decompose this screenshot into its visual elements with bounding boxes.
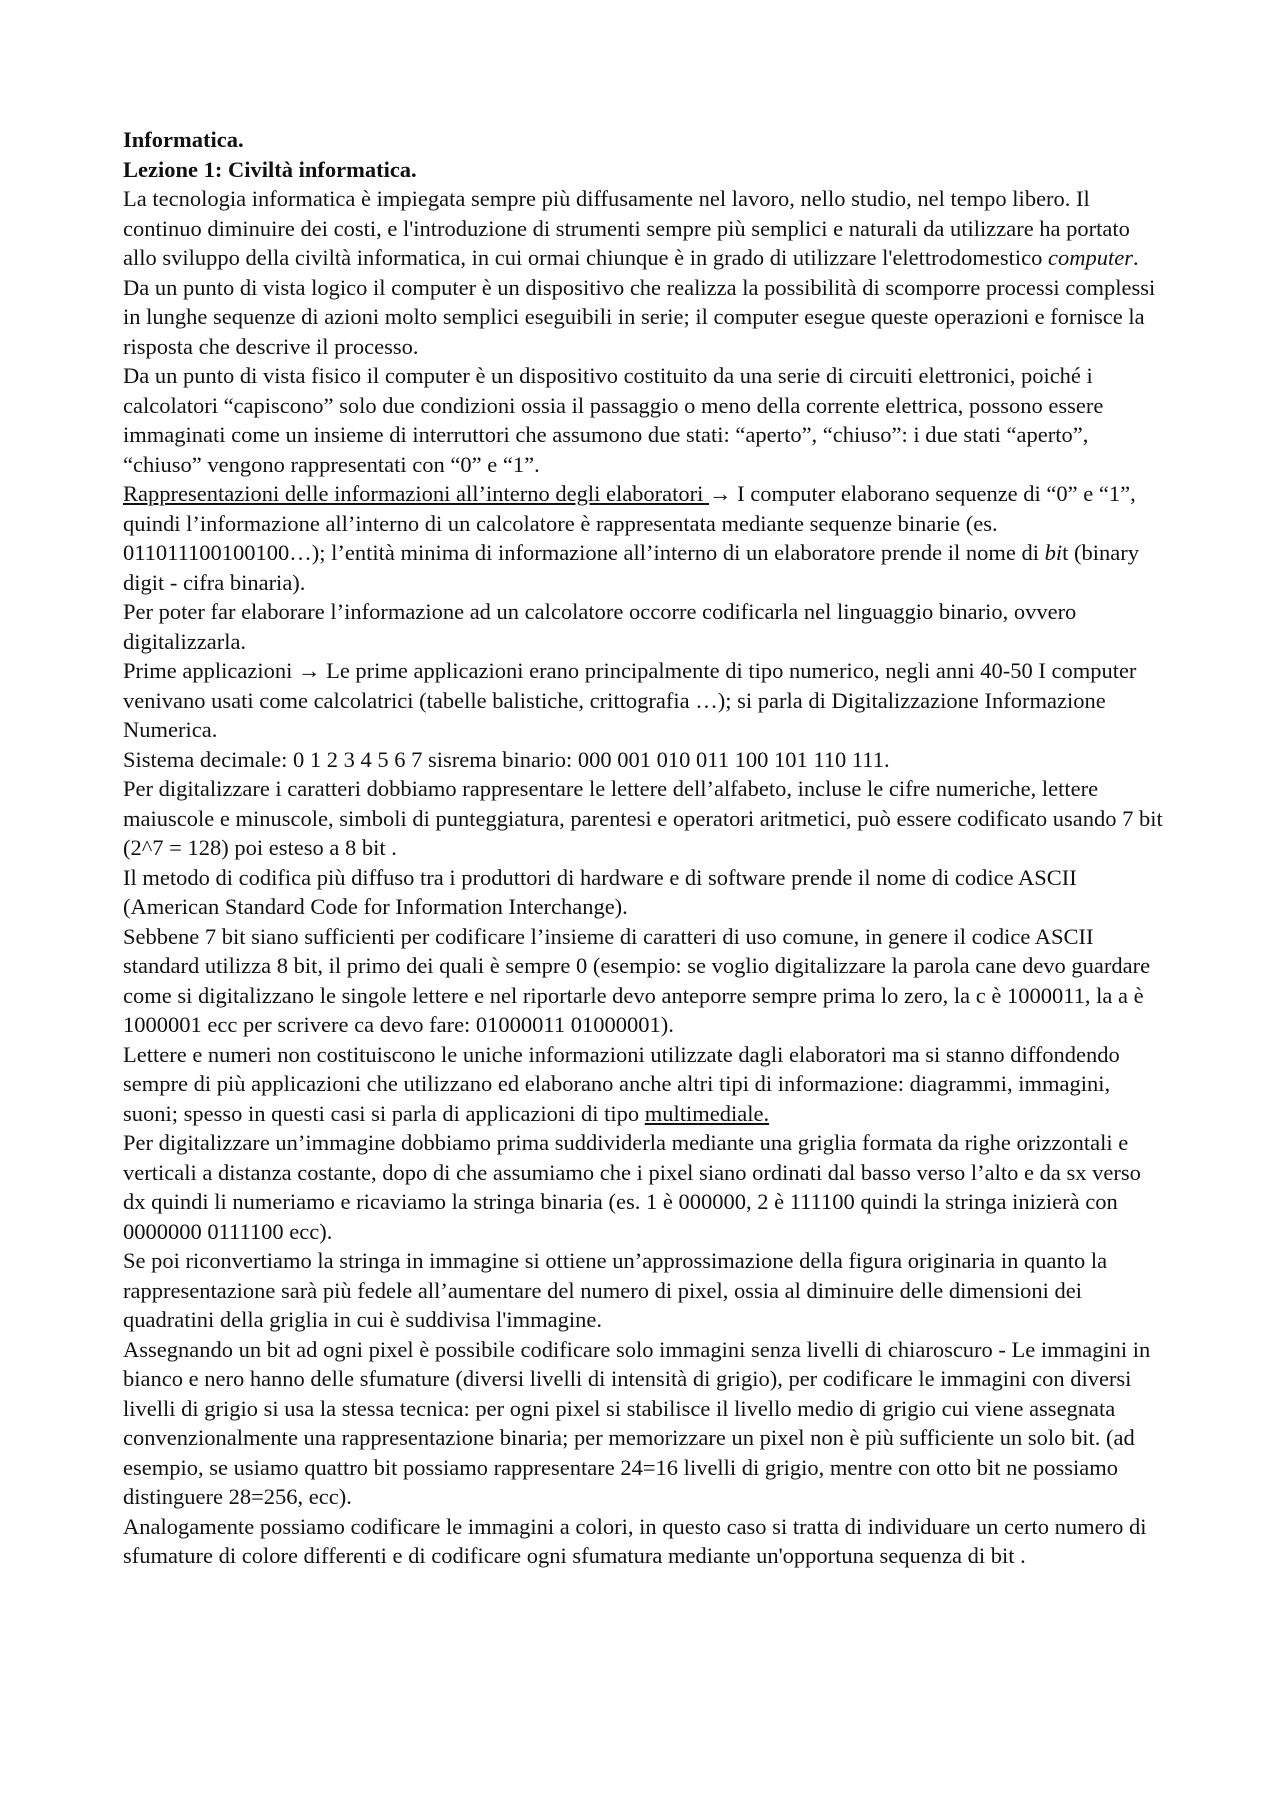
paragraph-representation-text: → I computer elaborano sequenze di “0” e “1”, quindi l’informazione all’interno di un calcolatore è rappresentata mediante sequenze binarie (es. 011011100100100…); l’entità minima di informazione all’interno di un elaboratore prende il nome di [123,481,1136,565]
bit-tail: t [1062,540,1069,565]
paragraph-multimedia [123,1040,1168,1129]
paragraph-logical-view: Da un punto di vista logico il computer è un dispositivo che realizza la possibilità di scomporre processi complessi in lunghe sequenze di azioni molto semplici eseguibili in serie; il computer esegue queste operazioni e fornisce la risposta che descrive il processo. [123,274,1156,359]
paragraph-color-images: Analogamente possiamo codificare le immagini a colori, in questo caso si tratta di individuare un certo numero di sfumature di colore differenti e di codificare ogni sfumatura mediante un'opportuna sequenza di bit . [123,1513,1147,1568]
paragraph-physical-view: Da un punto di vista fisico il computer è un dispositivo costituito da una serie di circuiti elettronici, poiché i calcolatori “capiscono” solo due condizioni ossia il passaggio o meno della corrente elettrica, possono essere immaginati come un insieme di interruttori che assumono due stati: “aperto”, “chiuso”: i due stati “aperto”, “chiuso” vengono rappresentati con “0” e “1”. [123,363,1104,477]
paragraph-characters: Per digitalizzare i caratteri dobbiamo rappresentare le lettere dell’alfabeto, incluse le cifre numeriche, lettere maiuscole e minuscole, simboli di punteggiatura, parentesi e operatori aritmetici, può essere codificato usando 7 bit (2^7 = 128) poi esteso a 8 bit . [123,776,1163,860]
paragraph-ascii: Il metodo di codifica più diffuso tra i produttori di hardware e di software prende il nome di codice ASCII (American Standard Code for Information Interchange). [123,864,1077,919]
paragraph-intro [123,184,1168,273]
paragraph-representation-end: (binary digit - cifra binaria). [123,540,1140,595]
italic-computer: computer [1048,245,1134,270]
underlined-multimediale: multimediale. [644,1100,770,1126]
paragraph-ascii-8bit: Sebbene 7 bit siano sufficienti per codificare l’insieme di caratteri di uso comune, in genere il codice ASCII standard utilizza 8 bit, il primo dei quali è sempre 0 (esempio: se voglio digitalizzare la parola cane devo guardare come si digitalizzano le singole lettere e nel riportarle devo anteporre sempre prima lo zero, la c è 1000011, la a è 1000001 ecc per scrivere ca devo fare: 01000011 01000001). [123,923,1151,1037]
paragraph-grayscale: Assegnando un bit ad ogni pixel è possibile codificare solo immagini senza livelli di chiaroscuro - Le immagini in bianco e nero hanno delle sfumature (diversi livelli di intensità di grigio), per codificare le immagini con diversi livelli di grigio si usa la stessa tecnica: per ogni pixel si stabilisce il livello medio di grigio cui viene assegnata convenzionalmente una rappresentazione binaria; per memorizzare un pixel non è più sufficiente un solo bit. (ad esempio, se usiamo quattro bit possiamo rappresentare 24=16 livelli di grigio, mentre con otto bit ne possiamo distinguere 28=256, ecc). [123,1336,1151,1509]
underlined-representation-heading: Rappresentazioni delle informazioni all’interno degli elaboratori [123,481,710,506]
paragraph-image-approximation: Se poi riconvertiamo la stringa in immagine si ottiene un’approssimazione della figura originaria in quanto la rappresentazione sarà più fedele all’aumentare del numero di pixel, ossia al diminuire delle dimensioni dei quadratini della griglia in cui è suddivisa l'immagine. [123,1248,1108,1332]
paragraph-digitalize: Per poter far elaborare l’informazione ad un calcolatore occorre codificarla nel linguaggio binario, ovvero digitalizzarla. [123,599,1077,654]
paragraph-multimedia-text: Lettere e numeri non costituiscono le uniche informazioni utilizzate dagli elaboratori ma si stanno diffondendo sempre di più applicazioni che utilizzano ed elaborano anche altri tipi di informazione: diagrammi, immagini, suoni; spesso in questi casi si parla di applicazioni di tipo [123,1041,1120,1126]
paragraph-representation [123,479,1168,597]
paragraph-first-applications: Prime applicazioni → Le prime applicazioni erano principalmente di tipo numerico, negli anni 40-50 I computer venivano usati come calcolatrici (tabelle balistiche, crittografia …); si parla di Digitalizzazione Informazione Numerica. [123,658,1137,742]
italic-bit: bi [1044,540,1063,565]
document-title: Informatica. [123,127,244,152]
paragraph-intro-text: La tecnologia informatica è impiegata sempre più diffusamente nel lavoro, nello studio, nel tempo libero. Il continuo diminuire dei costi, e l'introduzione di strumenti sempre più semplici e naturali da utilizzare ha portato allo sviluppo della civiltà informatica, in cui ormai chiunque è in grado di utilizzare l'elettrodomestico [123,186,1130,270]
document-page [123,125,1168,1571]
paragraph-image-grid: Per digitalizzare un’immagine dobbiamo prima suddividerla mediante una griglia formata da righe orizzontali e verticali a distanza costante, dopo di che assumiamo che i pixel siano ordinati dal basso verso l’alto e da sx verso dx quindi li numeriamo e ricaviamo la stringa binaria (es. 1 è 000000, 2 è 111100 quindi la stringa inizierà con 0000000 0111100 ecc). [123,1130,1141,1244]
paragraph-intro-end: . [1133,245,1139,270]
lesson-heading: Lezione 1: Civiltà informatica. [123,156,417,182]
paragraph-number-systems: Sistema decimale: 0 1 2 3 4 5 6 7 sisrema binario: 000 001 010 011 100 101 110 111. [123,746,890,772]
